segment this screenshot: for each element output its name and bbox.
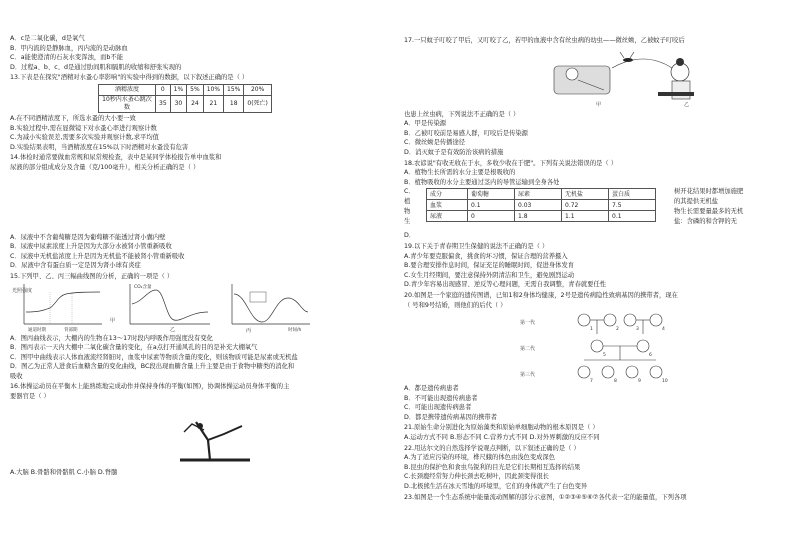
table-cell: 成分 — [427, 189, 468, 200]
q20-pedigree — [404, 310, 786, 384]
pedigree-number: 10 — [662, 379, 668, 385]
q17-text-line2: 也患上丝虫病，下列说法不正确的是（ ） — [404, 110, 520, 118]
q19-option-d: D.青少年容易出现感冒、逆反等心理问题，无需自我调整，青春就要任性 — [404, 281, 607, 289]
q12-option-b: B．甲内流的是静脉血，丙内流的是动脉血 — [10, 44, 128, 52]
table-cell: 0(死亡) — [244, 95, 272, 112]
pedigree-number: 8 — [614, 379, 617, 385]
q20-option-c: C．可能出现遗传病患者 — [404, 404, 472, 412]
q18-c-char: 物 — [404, 208, 411, 216]
q17-option-d: D．消灭蚊子是有效防治该病的措施 — [404, 148, 504, 156]
q19-option-b: B.要合理安排作息时间，保证充足的睡眠时间，促进身体发育 — [404, 262, 575, 270]
table-row — [427, 200, 656, 211]
q18-option-c-prefix — [404, 187, 418, 227]
table-cell: 尿液 — [427, 211, 468, 222]
q18-c-line: 树开花结果时都增加施肥 — [674, 188, 744, 196]
graph-bing-name: 丙 — [246, 327, 252, 334]
pedigree-number: 9 — [638, 379, 641, 385]
table-cell: 血浆 — [427, 200, 468, 211]
q18-option-b: B．植物吸收的水分主要通过茎内的导管运输到全身各处 — [404, 178, 560, 186]
table-cell: 无机盐 — [562, 189, 609, 200]
table-cell: 30 — [170, 95, 187, 112]
graph-yi-ylabel: CO₂含量 — [134, 284, 152, 290]
q18-c-line: 物生长需要量最多的无机 — [674, 208, 744, 216]
q19-title: 19.以下关于青春期卫生保健的说法不正确的是（ ） — [404, 242, 549, 250]
q18-c-line: 盐：含磷的和含钾的无 — [674, 218, 737, 226]
q16-options: A.大脑 B.骨骼和骨骼肌 C.小脑 D.脊髓 — [10, 468, 118, 476]
person-yi — [658, 58, 694, 99]
q14-text-line1: 14.体检时通常要做血常规和尿常规检查，表中是某同学体检报告单中血浆和 — [10, 154, 222, 162]
q21-options: A.运动方式不同 B.形态不同 C.营养方式不同 D.对外界刺激的反应不同 — [404, 434, 600, 442]
q18-option-d: D． — [404, 232, 416, 240]
generation-3-label: 第三代 — [520, 372, 536, 379]
q20-text-line1: 20.如图是一个家庭的遗传图谱，已知1和2身体均健康，2号是遗传病隐性致病基因的携带者，现在 — [404, 291, 678, 299]
table-row — [427, 211, 656, 222]
q16-text-line2: 要器官是（ ） — [10, 393, 50, 401]
table-cell: 尿素 — [515, 189, 562, 200]
q20-option-a: A．都是遗传病患者 — [404, 385, 459, 393]
table-cell: 蛋白质 — [609, 189, 656, 200]
q22-title: 22.用达尔文的自然选择学说观点判断，以下叙述正确的是（ ） — [404, 444, 580, 452]
q13-title: 13.下表是在探究"酒精对水蚤心率影响"的实验中得到的数据，以下叙述正确的是（ ） — [10, 74, 249, 82]
q15-option-a: A．图丙曲线表示，大棚内的生物在13～17时段内呼吸作用强度没有变化 — [10, 334, 213, 342]
pedigree-number: 1 — [590, 327, 593, 333]
q14-spacer — [10, 173, 388, 233]
q14-option-b: B．尿液中尿素浓度上升是因为大部分水被肾小管重新吸收 — [10, 243, 172, 251]
graph-bing — [232, 284, 310, 334]
q23-text: 23.如图是一个生态系统中能量流动图解的部分示意图，①②③④⑤⑥⑦各代表一定的能量值，下列各项 — [404, 493, 687, 501]
q17-text-line1: 17.一只蚊子叮咬了甲后，又叮咬了乙，若甲的血液中含有丝虫病的幼虫——微丝蚴，乙被蚊子叮咬后 — [404, 37, 685, 44]
q18-c-line: 的其提供无机盐 — [674, 198, 719, 206]
q15-graph-svg — [10, 282, 388, 334]
gymnast-balance-beam-figure — [10, 402, 388, 468]
table-cell: 24 — [187, 95, 204, 112]
q20-text-line2: （ 号和9号结婚，则他们的后代（ ） — [404, 301, 507, 309]
q14-option-a: A．尿液中不含葡萄糖是因为葡萄糖不能透过肾小囊内壁 — [10, 233, 166, 241]
graph-jia — [12, 284, 115, 333]
q13-option-d: D.实验结果表明，当酒精浓度在15%以下时酒精对水蚤没有危害 — [10, 143, 189, 151]
table-cell: 1.1 — [562, 211, 609, 222]
table-cell: 0.72 — [562, 200, 609, 211]
table-cell: 10% — [203, 84, 223, 95]
q12-option-a: A．c是二氧化碳，d是氧气 — [10, 35, 85, 42]
q18-table — [426, 188, 656, 222]
table-row — [99, 84, 272, 95]
q22-option-a: A.为了适应污染的环境，桦尺蛾的体色由浅色变成深色 — [404, 454, 556, 462]
graph-yi — [130, 283, 210, 333]
q19-option-a: A.青少年要克服偏食，挑食的坏习惯，保证合理的营养摄入 — [404, 252, 568, 260]
q22-option-d: D.北极熊生活在冰天雪地的环境里，它们的身体就产生了白色变异 — [404, 483, 588, 491]
table-cell: 0.1 — [468, 200, 515, 211]
pedigree-number: 6 — [649, 353, 652, 359]
q17-option-a: A．甲是传染源 — [404, 120, 447, 128]
pedigree-chart — [404, 310, 786, 384]
q20-option-b: B．不可能出现遗传病患者 — [404, 394, 478, 402]
generation-2-label: 第二代 — [520, 346, 536, 353]
table-cell: 酒精浓度 — [99, 84, 156, 95]
q15-option-b: B．图丙表示一天内大棚中二氧化碳含量的变化，在a点打开通风孔的目的是补充大棚氧气 — [10, 344, 258, 352]
q15-option-d: D．图乙为正常人进食后血糖含量的变化曲线，BC段出现血糖含量上升主要是由于食物中糖类的消化和 — [10, 363, 295, 371]
q17-option-b: B．乙被叮咬前是易感人群，叮咬后是传染源 — [404, 129, 528, 137]
graph-jia-xlabel2: 背部期 — [64, 327, 78, 333]
q16-figure — [10, 402, 388, 468]
generation-1-label: 第一代 — [520, 320, 536, 327]
q18-c-char: 植 — [404, 198, 411, 206]
q18-title: 18.农谚说"有收无收在于水，多收少收在于肥"。下列有关说法错误的是（ ） — [404, 159, 618, 167]
right-column — [404, 36, 786, 502]
table-cell: 1% — [170, 84, 187, 95]
table-cell: 21 — [203, 95, 223, 112]
q14-option-c: C．尿液中无机盐浓度上升是因为无机盐不能被肾小管重新吸收 — [10, 252, 185, 260]
q14-text-line2: 尿液的部分组成成分及含量（克/100毫升），相关分析正确的是（ ） — [10, 163, 200, 171]
table-row — [427, 189, 656, 200]
q15-title: 15.下列甲、乙、丙三幅曲线图的分析，正确的一项是（ ） — [10, 272, 174, 280]
table-cell: 20% — [244, 84, 272, 95]
graph-yi-name: 乙 — [170, 326, 176, 333]
q17-option-c: C．微丝蚴是传播途径 — [404, 139, 466, 147]
mosquito-icon — [612, 52, 672, 68]
pedigree-number: 5 — [603, 353, 606, 359]
q22-option-b: B.昆虫的保护色和食虫鸟锐利的目光是它们长期相互选择的结果 — [404, 463, 581, 471]
q13-table — [98, 84, 272, 113]
q13-option-a: A.在不同酒精浓度下，所选水蚤的大小要一致 — [10, 114, 136, 122]
table-cell: 0 — [156, 84, 171, 95]
table-cell: 10秒内水蚤心跳次数 — [99, 95, 156, 112]
graph-bing-xlabel: 时间/h — [288, 327, 302, 333]
table-cell: 0.03 — [515, 200, 562, 211]
q18-c-char: C． — [404, 188, 415, 196]
q20-option-d: D．都是携带遗传病基因的携带者 — [404, 413, 498, 421]
table-cell: 35 — [156, 95, 171, 112]
mosquito-transmission-figure — [404, 46, 786, 110]
table-cell: 7.5 — [609, 200, 656, 211]
table-row — [99, 95, 272, 112]
table-cell: 18 — [224, 95, 244, 112]
table-cell: 5% — [187, 84, 204, 95]
figure-label-jia: 甲 — [596, 101, 602, 108]
figure-label-yi: 乙 — [684, 101, 690, 108]
graph-jia-name: 甲 — [110, 317, 116, 324]
left-column — [10, 34, 388, 477]
q18-c-char: 生 — [404, 218, 411, 226]
q12-option-d: D．过程a、b、c、d是通过肋间肌和膈肌的收缩和舒张实现的 — [10, 63, 182, 71]
q18-option-c-text — [674, 187, 786, 227]
graph-jia-xlabel1: 通道时期 — [28, 327, 46, 333]
q15-graphs — [10, 282, 388, 334]
q17-figure — [404, 46, 786, 110]
table-cell: 0.1 — [609, 211, 656, 222]
q16-text-line1: 16.体操运动员在平衡木上能熟练地完成动作并保持身体的平衡(如图)，协调体操运动员身体平衡的主 — [10, 383, 290, 391]
q22-option-c: C.长颈鹿经常努力伸长颈去吃树叶，因此颈变得很长 — [404, 473, 549, 481]
pedigree-number: 2 — [616, 327, 619, 333]
table-cell: 葡萄糖 — [468, 189, 515, 200]
q12-option-c: C．a能使澄清的石灰水变浑浊，而b不能 — [10, 54, 124, 62]
pedigree-number: 3 — [636, 327, 639, 333]
table-cell: 1.8 — [515, 211, 562, 222]
q19-option-c: C.女生月经期间，要注意保持外阴清洁和卫生，避免剧烈运动 — [404, 271, 575, 279]
person-jia — [554, 66, 610, 94]
table-cell: 15% — [224, 84, 244, 95]
pedigree-number: 7 — [590, 379, 593, 385]
pedigree-number: 4 — [662, 327, 665, 333]
q14-option-d: D．尿液中含有蛋白质一定是因为肾小球有炎症 — [10, 262, 141, 270]
q15-option-d-cont: 吸收 — [10, 372, 23, 380]
q18-option-a: A．植物生长所需的水分主要是根吸收的 — [404, 169, 516, 177]
table-cell: 0 — [468, 211, 515, 222]
q15-option-c: C．图甲中曲线表示人体血液流经肾脏时，血浆中尿素等物质含量的变化，则该物质可能是尿素或无机盐 — [10, 353, 298, 361]
q13-option-b: B.实验过程中,需在显微镜下对水蚤心率进行观察计数 — [10, 124, 157, 132]
q13-option-c: C.为减小实验误差,需要多次实验并观察计数,求平均值 — [10, 134, 159, 142]
q21-title: 21.原始生命分别进化为原始藻类和原始单细胞动物的根本原因是（ ） — [404, 424, 599, 432]
graph-jia-ylabel: 光照强度 — [12, 287, 33, 294]
q18-table-area — [404, 187, 786, 231]
